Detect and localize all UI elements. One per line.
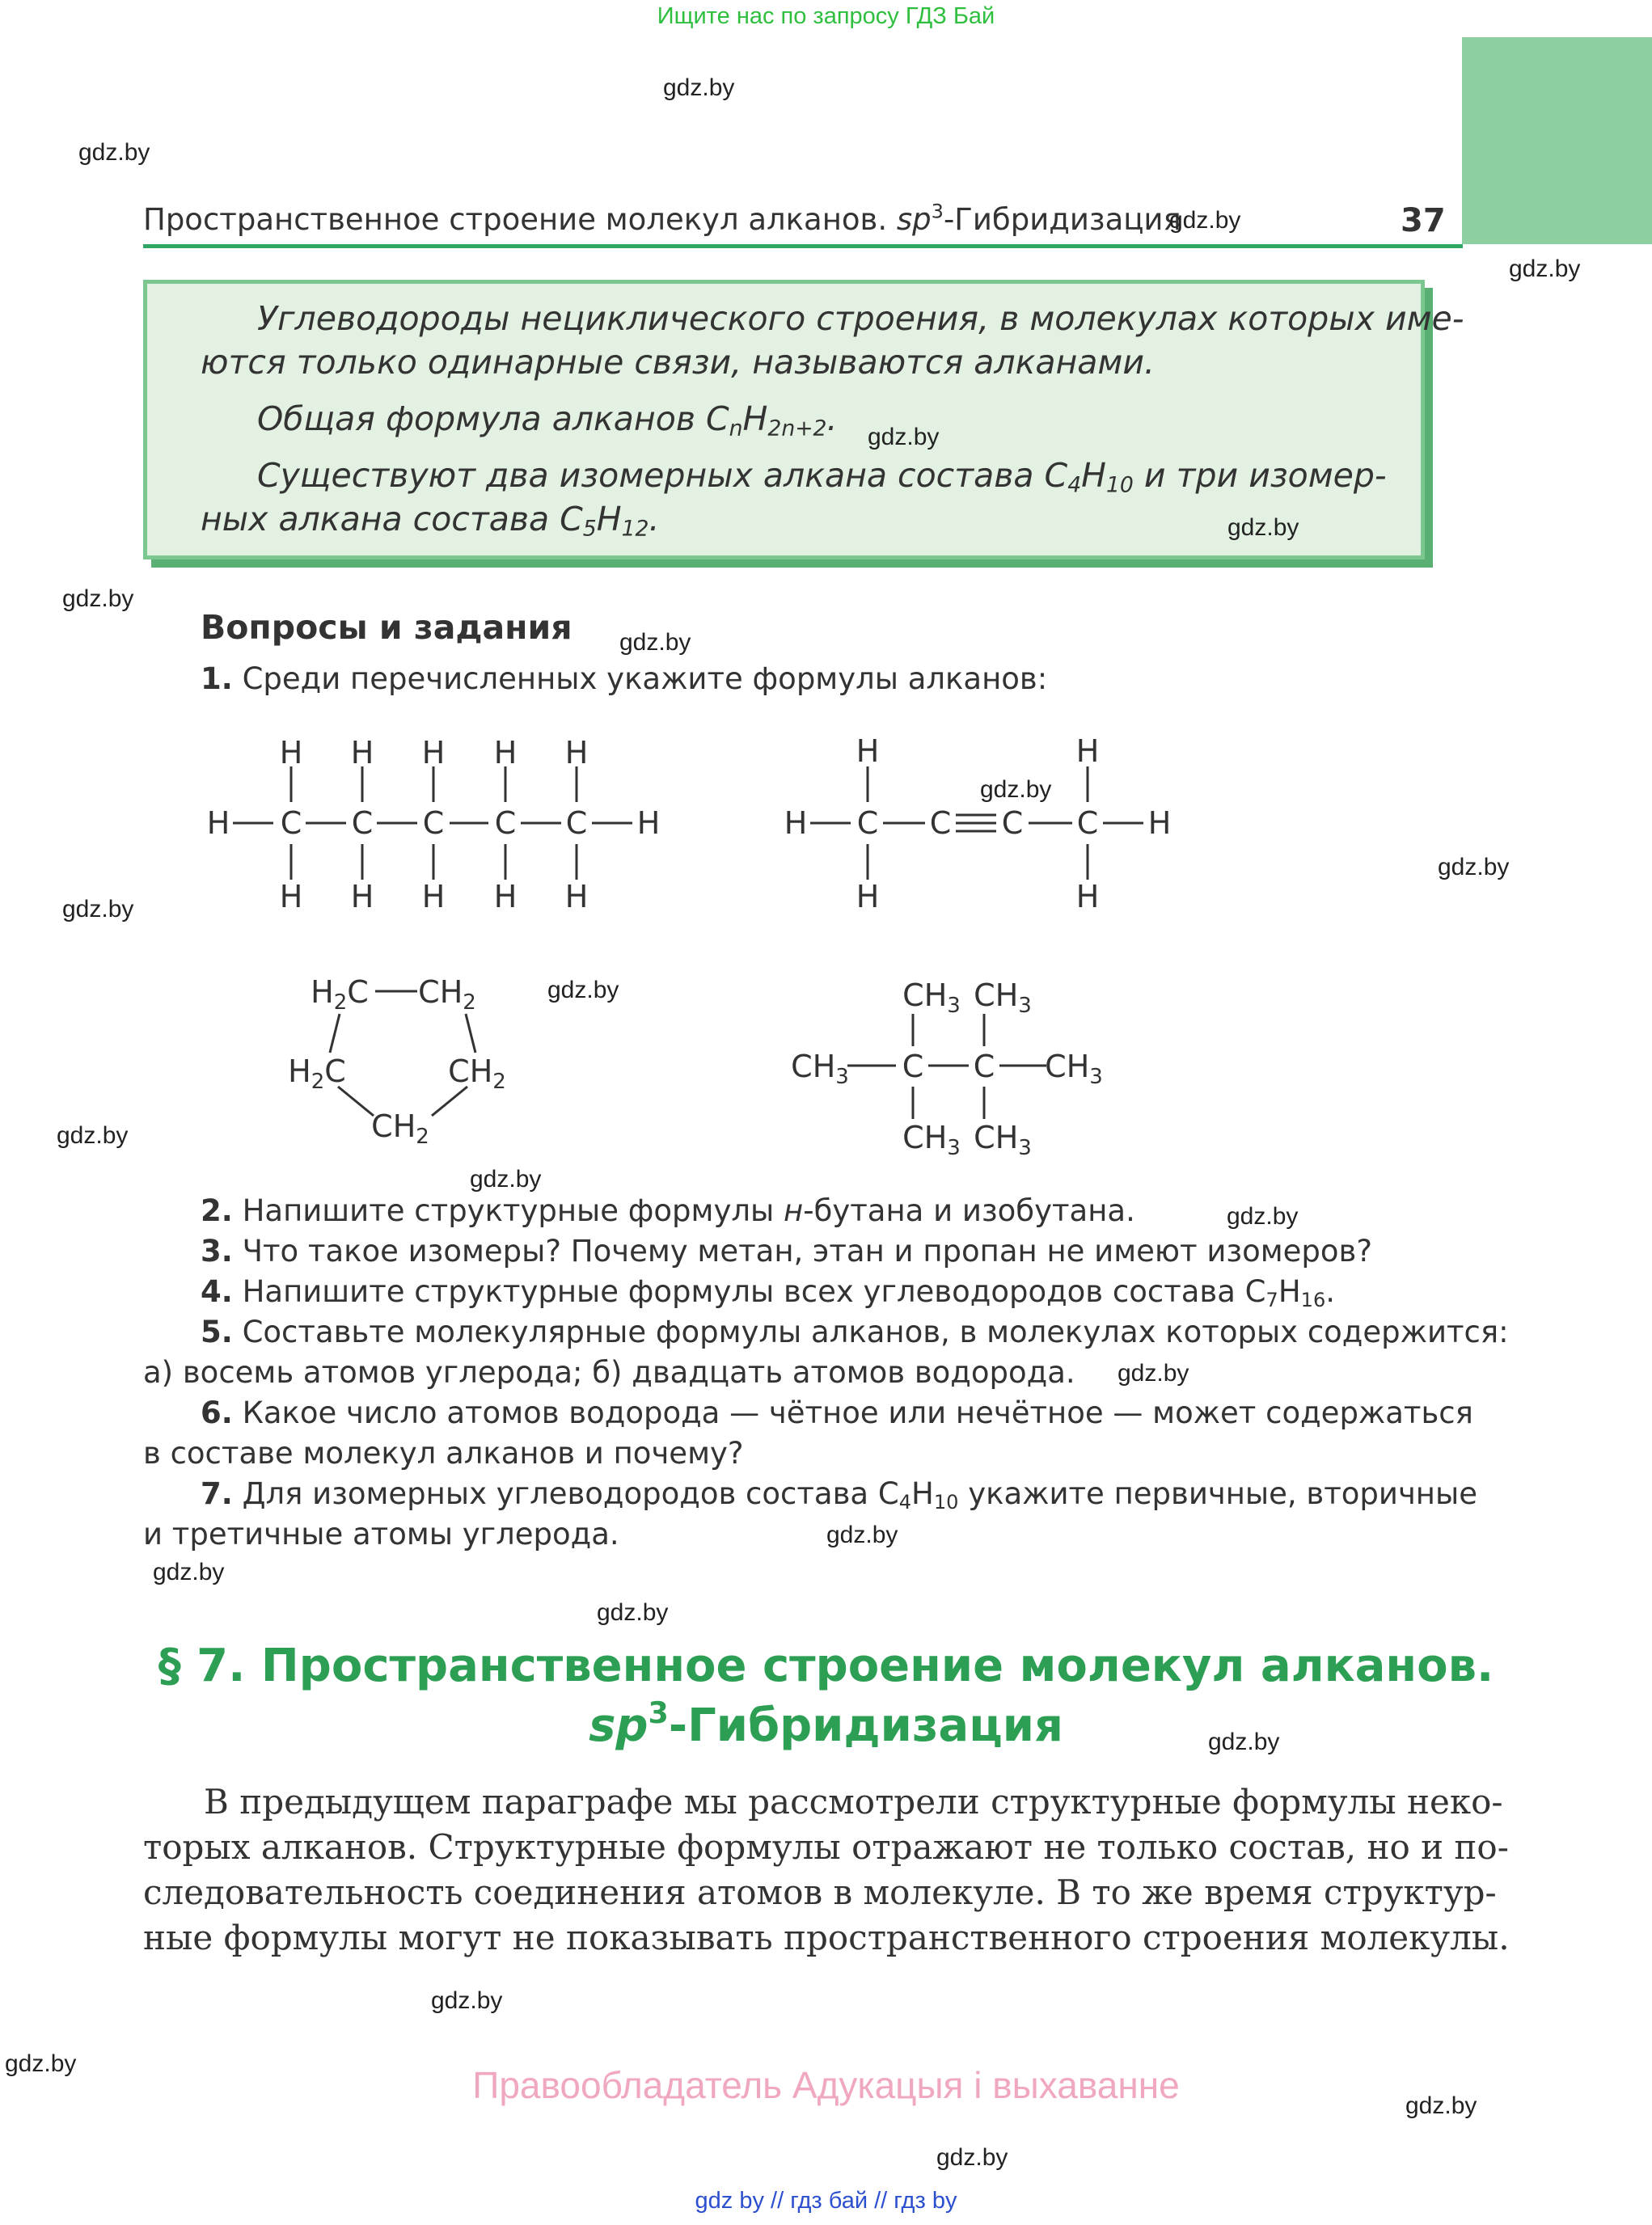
footer-links[interactable]: gdz by // гдз бай // гдз by — [695, 2188, 957, 2214]
header-rest: -Гибридизация — [943, 202, 1181, 237]
watermark: gdz.by — [868, 424, 940, 450]
atom-c: C — [856, 805, 879, 841]
group-ch3: $CH_3$ — [1045, 1049, 1103, 1089]
header-title: Пространственное строение молекул алканов. — [143, 202, 897, 237]
atom-h: H — [350, 735, 374, 771]
definition-line-1: Углеводороды нециклического строения, в молекулах которых име- — [257, 299, 1464, 338]
watermark: gdz.by — [547, 977, 619, 1003]
atom-h: H — [421, 879, 446, 914]
watermark: gdz.by — [1169, 207, 1241, 234]
watermark: gdz.by — [1438, 854, 1510, 880]
watermark: gdz.by — [5, 2050, 77, 2077]
atom-h: H — [493, 735, 518, 771]
atom-c: C — [902, 1049, 924, 1084]
atom-c: C — [1076, 805, 1099, 841]
paragraph-line-3: следовательность соединения атомов в молекуле. В то же время структур- — [143, 1872, 1497, 1912]
definition-line-2: ются только одинарные связи, называются алканами. — [201, 343, 1155, 382]
atom-h: H — [493, 879, 518, 914]
atom-c: C — [494, 805, 517, 841]
watermark: gdz.by — [62, 896, 134, 923]
atom-h: H — [279, 879, 303, 914]
atom-h: H — [1147, 805, 1172, 841]
atom-c: C — [929, 805, 952, 841]
question-6-line-2: в составе молекул алканов и почему? — [143, 1436, 744, 1471]
question-5: 5. Составьте молекулярные формулы алканов, в молекулах которых содержится: — [201, 1315, 1509, 1349]
paragraph-line-2: торых алканов. Структурные формулы отражают не только состав, но и по- — [143, 1827, 1509, 1867]
question-2: 2. Напишите структурные формулы н-бутана и изобутана. — [201, 1193, 1135, 1228]
atom-h: H — [856, 879, 880, 914]
watermark: gdz.by — [980, 776, 1052, 803]
watermark: gdz.by — [57, 1122, 129, 1149]
definition-line-5: ных алкана состава $C_5H_{12}$. — [201, 500, 660, 542]
group-h2c: $H_2C$ — [288, 1053, 346, 1094]
watermark: gdz.by — [470, 1166, 542, 1193]
watermark: gdz.by — [936, 2144, 1008, 2171]
formula-dimethylbutane-bonds — [847, 1014, 1046, 1119]
questions-title: Вопросы и задания — [201, 608, 572, 647]
question-3: 3. Что такое изомеры? Почему метан, этан и пропан не имеют изомеров? — [201, 1234, 1372, 1269]
header-sp: sp — [896, 202, 932, 237]
watermark: gdz.by — [619, 629, 691, 656]
question-4: 4. Напишите структурные формулы всех углеводородов состава $C_7H_{16}$. — [201, 1274, 1336, 1311]
atom-h: H — [1075, 879, 1100, 914]
definition-line-4: Существуют два изомерных алкана состава $C_4H_{10}$ и три изомер- — [257, 456, 1387, 498]
atom-h: H — [564, 879, 589, 914]
atom-h: H — [636, 805, 661, 841]
group-ch3: $CH_3$ — [902, 977, 961, 1018]
question-7: 7. Для изомерных углеводородов состава $C_4H_{10}$ укажите первичные, вторичные — [201, 1476, 1477, 1514]
header-sup: 3 — [931, 200, 944, 223]
atom-h: H — [279, 735, 303, 771]
group-ch3: $CH_3$ — [974, 1120, 1032, 1160]
watermark: gdz.by — [597, 1599, 669, 1626]
atom-h: H — [206, 805, 230, 841]
atom-h: H — [421, 735, 446, 771]
question-1: 1. Среди перечисленных укажите формулы алканов: — [201, 661, 1048, 696]
top-banner[interactable]: Ищите нас по запросу ГДЗ Бай — [657, 3, 995, 29]
page-number: 37 — [1401, 202, 1446, 239]
atom-h: H — [784, 805, 808, 841]
section-title-line-2: $sp^3$-Гибридизация — [589, 1695, 1063, 1752]
atom-c: C — [1001, 805, 1024, 841]
atom-h: H — [856, 733, 880, 769]
copyright-notice: Правообладатель Адукацыя і выхаванне — [472, 2064, 1180, 2106]
atom-c: C — [422, 805, 445, 841]
watermark: gdz.by — [431, 1987, 503, 2014]
atom-c: C — [351, 805, 374, 841]
group-ch3: $CH_3$ — [902, 1120, 961, 1160]
atom-h: H — [350, 879, 374, 914]
group-ch2: $CH_2$ — [448, 1053, 506, 1094]
definition-line-3: Общая формула алканов $C_nH_{2n+2}$. — [257, 399, 838, 441]
question-6: 6. Какое число атомов водорода — чётное или нечётное — может содержаться — [201, 1395, 1473, 1430]
watermark: gdz.by — [663, 74, 735, 101]
watermark: gdz.by — [62, 585, 134, 612]
paragraph-line-4: ные формулы могут не показывать пространственного строения молекулы. — [143, 1918, 1510, 1957]
watermark: gdz.by — [1208, 1729, 1280, 1755]
group-ch2: $CH_2$ — [371, 1108, 429, 1149]
watermark: gdz.by — [1509, 255, 1581, 282]
atom-h: H — [564, 735, 589, 771]
watermark: gdz.by — [153, 1559, 225, 1585]
section-title-line-1: § 7. Пространственное строение молекул алканов. — [158, 1640, 1494, 1692]
group-ch3: $CH_3$ — [974, 977, 1032, 1018]
watermark: gdz.by — [826, 1522, 898, 1548]
paragraph-line-1: В предыдущем параграфе мы рассмотрели структурные формулы неко- — [204, 1782, 1503, 1822]
question-7-line-2: и третичные атомы углерода. — [143, 1517, 619, 1552]
question-5-line-2: а) восемь атомов углерода; б) двадцать атомов водорода. — [143, 1355, 1075, 1390]
group-h2c: $H_2C$ — [311, 974, 369, 1015]
watermark: gdz.by — [1405, 2092, 1477, 2119]
watermark: gdz.by — [1118, 1360, 1189, 1387]
group-ch3: $CH_3$ — [791, 1049, 849, 1089]
atom-h: H — [1075, 733, 1100, 769]
group-ch2: $CH_2$ — [418, 974, 476, 1015]
atom-c: C — [565, 805, 588, 841]
watermark: gdz.by — [78, 139, 150, 166]
watermark: gdz.by — [1227, 1203, 1299, 1230]
watermark: gdz.by — [1227, 514, 1299, 541]
atom-c: C — [973, 1049, 995, 1084]
atom-c: C — [280, 805, 302, 841]
